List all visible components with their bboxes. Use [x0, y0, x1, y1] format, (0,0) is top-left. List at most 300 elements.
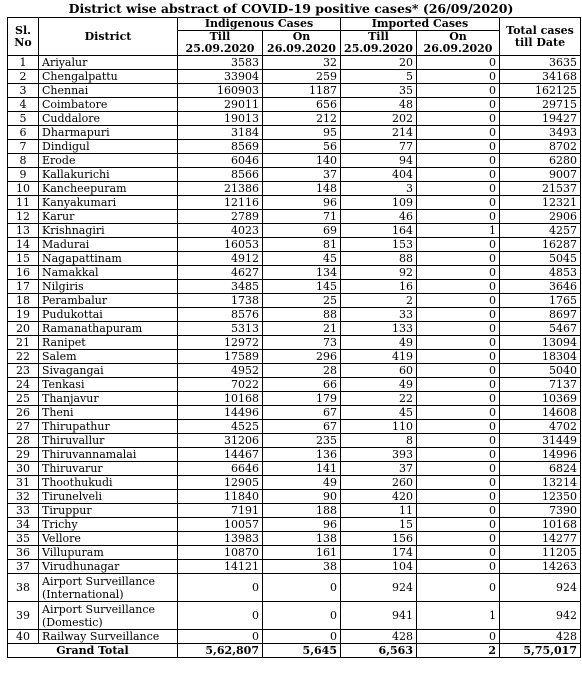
- indigenous-till-cell: 7191: [178, 504, 263, 518]
- imported-till-cell: 393: [341, 448, 417, 462]
- district-cell: Thirupathur: [39, 420, 178, 434]
- indigenous-till-cell: 33904: [178, 70, 263, 84]
- table-row: [8, 294, 581, 308]
- indigenous-till-cell: 160903: [178, 84, 263, 98]
- indigenous-on-cell: 148: [263, 182, 341, 196]
- indigenous-on-cell: 136: [263, 448, 341, 462]
- imported-till-cell: 22: [341, 392, 417, 406]
- total-cases-cell: 12321: [500, 196, 581, 210]
- district-cell: Chengalpattu: [39, 70, 178, 84]
- imported-on-cell: 0: [417, 294, 500, 308]
- sl-no-cell: 33: [8, 504, 39, 518]
- indigenous-on-cell: 95: [263, 126, 341, 140]
- indigenous-on-cell: 212: [263, 112, 341, 126]
- table-row: [8, 420, 581, 434]
- table-row: [8, 336, 581, 350]
- sl-no-cell: 9: [8, 168, 39, 182]
- table-row: [8, 462, 581, 476]
- indigenous-on-cell: 25: [263, 294, 341, 308]
- total-cases-cell: 34168: [500, 70, 581, 84]
- indigenous-on-cell: 71: [263, 210, 341, 224]
- imported-on-cell: 0: [417, 392, 500, 406]
- imported-on-cell: 0: [417, 280, 500, 294]
- table-row: [8, 448, 581, 462]
- imported-on-cell: 0: [417, 266, 500, 280]
- total-cases-cell: 1765: [500, 294, 581, 308]
- imported-till-cell: 3: [341, 182, 417, 196]
- imported-till-cell: 214: [341, 126, 417, 140]
- table-row: [8, 266, 581, 280]
- district-cell: Tiruppur: [39, 504, 178, 518]
- header-total-cases: Total cases till Date: [500, 18, 581, 56]
- indigenous-on-cell: 0: [263, 630, 341, 644]
- table-row: [8, 560, 581, 574]
- district-cell: Thiruvarur: [39, 462, 178, 476]
- sl-no-cell: 1: [8, 56, 39, 70]
- total-cases-cell: 3493: [500, 126, 581, 140]
- total-cases-cell: 942: [500, 602, 581, 630]
- district-cell: Kallakurichi: [39, 168, 178, 182]
- total-cases-cell: 10369: [500, 392, 581, 406]
- header-indigenous-cases: Indigenous Cases: [178, 18, 341, 31]
- district-cell: Karur: [39, 210, 178, 224]
- district-cell: Trichy: [39, 518, 178, 532]
- table-row: [8, 98, 581, 112]
- table-row: [8, 84, 581, 98]
- header-indigenous-till: Till 25.09.2020: [178, 31, 263, 56]
- imported-till-cell: 202: [341, 112, 417, 126]
- district-cell: Dindigul: [39, 140, 178, 154]
- sl-no-cell: 37: [8, 560, 39, 574]
- sl-no-cell: 27: [8, 420, 39, 434]
- sl-no-cell: 34: [8, 518, 39, 532]
- imported-till-cell: 60: [341, 364, 417, 378]
- grand-total-label: Grand Total: [8, 644, 178, 658]
- imported-on-cell: 0: [417, 574, 500, 602]
- sl-no-cell: 12: [8, 210, 39, 224]
- grand-total-cases: 5,75,017: [500, 644, 581, 658]
- table-row: [8, 546, 581, 560]
- total-cases-cell: 3646: [500, 280, 581, 294]
- total-cases-cell: 10168: [500, 518, 581, 532]
- indigenous-till-cell: 19013: [178, 112, 263, 126]
- district-cell: Ariyalur: [39, 56, 178, 70]
- imported-on-cell: 0: [417, 126, 500, 140]
- total-cases-cell: 13094: [500, 336, 581, 350]
- imported-till-cell: 88: [341, 252, 417, 266]
- indigenous-till-cell: 29011: [178, 98, 263, 112]
- imported-till-cell: 46: [341, 210, 417, 224]
- indigenous-till-cell: 14121: [178, 560, 263, 574]
- indigenous-on-cell: 1187: [263, 84, 341, 98]
- sl-no-cell: 23: [8, 364, 39, 378]
- sl-no-cell: 8: [8, 154, 39, 168]
- indigenous-on-cell: 0: [263, 574, 341, 602]
- district-cell: Airport Surveillance (International): [39, 574, 178, 602]
- header-indigenous-on: On 26.09.2020: [263, 31, 341, 56]
- indigenous-on-cell: 656: [263, 98, 341, 112]
- table-row: [8, 322, 581, 336]
- table-row: [8, 602, 581, 630]
- indigenous-till-cell: 8566: [178, 168, 263, 182]
- sl-no-cell: 35: [8, 532, 39, 546]
- sl-no-cell: 10: [8, 182, 39, 196]
- indigenous-till-cell: 16053: [178, 238, 263, 252]
- table-row: [8, 532, 581, 546]
- imported-on-cell: 0: [417, 308, 500, 322]
- indigenous-till-cell: 0: [178, 602, 263, 630]
- total-cases-cell: 9007: [500, 168, 581, 182]
- sl-no-cell: 14: [8, 238, 39, 252]
- indigenous-till-cell: 4627: [178, 266, 263, 280]
- table-row: [8, 140, 581, 154]
- table-body: [8, 56, 581, 644]
- district-cell: Pudukottai: [39, 308, 178, 322]
- imported-on-cell: 0: [417, 434, 500, 448]
- header-district: District: [39, 18, 178, 56]
- indigenous-on-cell: 67: [263, 406, 341, 420]
- district-cell: Railway Surveillance: [39, 630, 178, 644]
- total-cases-cell: 428: [500, 630, 581, 644]
- indigenous-till-cell: 2789: [178, 210, 263, 224]
- sl-no-cell: 4: [8, 98, 39, 112]
- header-imported-on: On 26.09.2020: [417, 31, 500, 56]
- indigenous-till-cell: 3184: [178, 126, 263, 140]
- sl-no-cell: 38: [8, 574, 39, 602]
- total-cases-cell: 8697: [500, 308, 581, 322]
- sl-no-cell: 17: [8, 280, 39, 294]
- total-cases-cell: 5467: [500, 322, 581, 336]
- sl-no-cell: 20: [8, 322, 39, 336]
- imported-on-cell: 0: [417, 560, 500, 574]
- total-cases-cell: 14263: [500, 560, 581, 574]
- indigenous-on-cell: 88: [263, 308, 341, 322]
- total-cases-cell: 2906: [500, 210, 581, 224]
- imported-till-cell: 11: [341, 504, 417, 518]
- imported-till-cell: 941: [341, 602, 417, 630]
- sl-no-cell: 25: [8, 392, 39, 406]
- sl-no-cell: 40: [8, 630, 39, 644]
- imported-on-cell: 0: [417, 448, 500, 462]
- table-row: [8, 182, 581, 196]
- total-cases-cell: 924: [500, 574, 581, 602]
- indigenous-on-cell: 188: [263, 504, 341, 518]
- table-row: [8, 224, 581, 238]
- sl-no-cell: 31: [8, 476, 39, 490]
- sl-no-cell: 19: [8, 308, 39, 322]
- indigenous-on-cell: 28: [263, 364, 341, 378]
- table-row: [8, 406, 581, 420]
- table-row: [8, 112, 581, 126]
- district-cell: Virudhunagar: [39, 560, 178, 574]
- total-cases-cell: 6280: [500, 154, 581, 168]
- table-row: [8, 574, 581, 602]
- total-cases-cell: 8702: [500, 140, 581, 154]
- imported-till-cell: 49: [341, 378, 417, 392]
- header-imported-till: Till 25.09.2020: [341, 31, 417, 56]
- district-cell: Tenkasi: [39, 378, 178, 392]
- sl-no-cell: 15: [8, 252, 39, 266]
- imported-on-cell: 0: [417, 420, 500, 434]
- table-row: [8, 504, 581, 518]
- indigenous-till-cell: 4912: [178, 252, 263, 266]
- imported-till-cell: 49: [341, 336, 417, 350]
- indigenous-till-cell: 10870: [178, 546, 263, 560]
- table-title: District wise abstract of COVID-19 positive cases* (26/09/2020): [68, 1, 514, 16]
- table-row: [8, 168, 581, 182]
- imported-on-cell: 0: [417, 378, 500, 392]
- sl-no-cell: 18: [8, 294, 39, 308]
- table-row: [8, 378, 581, 392]
- total-cases-cell: 5040: [500, 364, 581, 378]
- district-cell: Thiruvallur: [39, 434, 178, 448]
- imported-on-cell: 0: [417, 518, 500, 532]
- indigenous-on-cell: 259: [263, 70, 341, 84]
- grand-total-row: [8, 644, 581, 658]
- indigenous-till-cell: 3485: [178, 280, 263, 294]
- indigenous-on-cell: 140: [263, 154, 341, 168]
- imported-on-cell: 0: [417, 630, 500, 644]
- total-cases-cell: 13214: [500, 476, 581, 490]
- total-cases-cell: 16287: [500, 238, 581, 252]
- imported-till-cell: 5: [341, 70, 417, 84]
- sl-no-cell: 2: [8, 70, 39, 84]
- imported-till-cell: 37: [341, 462, 417, 476]
- indigenous-on-cell: 37: [263, 168, 341, 182]
- indigenous-on-cell: 90: [263, 490, 341, 504]
- imported-on-cell: 0: [417, 532, 500, 546]
- sl-no-cell: 30: [8, 462, 39, 476]
- grand-total-imported-on: 2: [417, 644, 500, 658]
- imported-till-cell: 260: [341, 476, 417, 490]
- district-cell: Theni: [39, 406, 178, 420]
- imported-on-cell: 0: [417, 168, 500, 182]
- total-cases-cell: 18304: [500, 350, 581, 364]
- imported-on-cell: 0: [417, 504, 500, 518]
- indigenous-on-cell: 45: [263, 252, 341, 266]
- total-cases-cell: 3635: [500, 56, 581, 70]
- indigenous-till-cell: 12116: [178, 196, 263, 210]
- indigenous-on-cell: 96: [263, 518, 341, 532]
- indigenous-till-cell: 0: [178, 630, 263, 644]
- indigenous-on-cell: 69: [263, 224, 341, 238]
- district-cell: Kanyakumari: [39, 196, 178, 210]
- imported-on-cell: 0: [417, 406, 500, 420]
- indigenous-on-cell: 145: [263, 280, 341, 294]
- table-row: [8, 70, 581, 84]
- imported-till-cell: 156: [341, 532, 417, 546]
- imported-on-cell: 0: [417, 476, 500, 490]
- imported-on-cell: 0: [417, 462, 500, 476]
- imported-on-cell: 1: [417, 224, 500, 238]
- indigenous-till-cell: 8569: [178, 140, 263, 154]
- total-cases-cell: 21537: [500, 182, 581, 196]
- total-cases-cell: 7137: [500, 378, 581, 392]
- indigenous-on-cell: 67: [263, 420, 341, 434]
- imported-till-cell: 924: [341, 574, 417, 602]
- total-cases-cell: 4853: [500, 266, 581, 280]
- grand-total-imported-till: 6,563: [341, 644, 417, 658]
- total-cases-cell: 12350: [500, 490, 581, 504]
- district-cell: Krishnagiri: [39, 224, 178, 238]
- imported-on-cell: 0: [417, 336, 500, 350]
- imported-till-cell: 104: [341, 560, 417, 574]
- district-cell: Cuddalore: [39, 112, 178, 126]
- district-cell: Airport Surveillance (Domestic): [39, 602, 178, 630]
- imported-on-cell: 0: [417, 154, 500, 168]
- district-cell: Ranipet: [39, 336, 178, 350]
- imported-on-cell: 0: [417, 56, 500, 70]
- table-row: [8, 252, 581, 266]
- indigenous-till-cell: 6046: [178, 154, 263, 168]
- district-cell: Tirunelveli: [39, 490, 178, 504]
- imported-on-cell: 0: [417, 112, 500, 126]
- imported-on-cell: 1: [417, 602, 500, 630]
- total-cases-cell: 14277: [500, 532, 581, 546]
- indigenous-on-cell: 81: [263, 238, 341, 252]
- imported-till-cell: 35: [341, 84, 417, 98]
- imported-on-cell: 0: [417, 140, 500, 154]
- indigenous-till-cell: 7022: [178, 378, 263, 392]
- total-cases-cell: 4257: [500, 224, 581, 238]
- indigenous-till-cell: 10057: [178, 518, 263, 532]
- district-cell: Thanjavur: [39, 392, 178, 406]
- table-row: [8, 126, 581, 140]
- table-row: [8, 490, 581, 504]
- table-row: [8, 196, 581, 210]
- table-row: [8, 630, 581, 644]
- indigenous-till-cell: 12905: [178, 476, 263, 490]
- indigenous-on-cell: 0: [263, 602, 341, 630]
- indigenous-till-cell: 8576: [178, 308, 263, 322]
- table-row: [8, 280, 581, 294]
- table-row: [8, 476, 581, 490]
- indigenous-till-cell: 31206: [178, 434, 263, 448]
- indigenous-till-cell: 1738: [178, 294, 263, 308]
- header-sl-no: Sl. No: [8, 18, 39, 56]
- sl-no-cell: 6: [8, 126, 39, 140]
- imported-till-cell: 109: [341, 196, 417, 210]
- sl-no-cell: 7: [8, 140, 39, 154]
- imported-on-cell: 0: [417, 238, 500, 252]
- indigenous-on-cell: 66: [263, 378, 341, 392]
- imported-till-cell: 15: [341, 518, 417, 532]
- district-cell: Namakkal: [39, 266, 178, 280]
- imported-till-cell: 419: [341, 350, 417, 364]
- imported-on-cell: 0: [417, 210, 500, 224]
- total-cases-cell: 6824: [500, 462, 581, 476]
- indigenous-on-cell: 141: [263, 462, 341, 476]
- imported-till-cell: 110: [341, 420, 417, 434]
- total-cases-cell: 14996: [500, 448, 581, 462]
- indigenous-on-cell: 56: [263, 140, 341, 154]
- sl-no-cell: 24: [8, 378, 39, 392]
- imported-till-cell: 420: [341, 490, 417, 504]
- district-cell: Nagapattinam: [39, 252, 178, 266]
- sl-no-cell: 32: [8, 490, 39, 504]
- indigenous-on-cell: 21: [263, 322, 341, 336]
- indigenous-on-cell: 134: [263, 266, 341, 280]
- sl-no-cell: 13: [8, 224, 39, 238]
- sl-no-cell: 5: [8, 112, 39, 126]
- indigenous-on-cell: 138: [263, 532, 341, 546]
- district-cell: Thoothukudi: [39, 476, 178, 490]
- total-cases-cell: 14608: [500, 406, 581, 420]
- district-cell: Erode: [39, 154, 178, 168]
- total-cases-cell: 29715: [500, 98, 581, 112]
- indigenous-till-cell: 17589: [178, 350, 263, 364]
- indigenous-on-cell: 38: [263, 560, 341, 574]
- indigenous-till-cell: 4952: [178, 364, 263, 378]
- indigenous-till-cell: 13983: [178, 532, 263, 546]
- indigenous-on-cell: 73: [263, 336, 341, 350]
- district-cell: Coimbatore: [39, 98, 178, 112]
- indigenous-till-cell: 14467: [178, 448, 263, 462]
- sl-no-cell: 36: [8, 546, 39, 560]
- sl-no-cell: 21: [8, 336, 39, 350]
- imported-on-cell: 0: [417, 182, 500, 196]
- sl-no-cell: 39: [8, 602, 39, 630]
- district-cell: Perambalur: [39, 294, 178, 308]
- total-cases-cell: 4702: [500, 420, 581, 434]
- sl-no-cell: 16: [8, 266, 39, 280]
- indigenous-till-cell: 14496: [178, 406, 263, 420]
- imported-on-cell: 0: [417, 98, 500, 112]
- imported-till-cell: 20: [341, 56, 417, 70]
- table-row: [8, 518, 581, 532]
- table-header: [8, 18, 581, 56]
- indigenous-on-cell: 49: [263, 476, 341, 490]
- table-row: [8, 308, 581, 322]
- district-cell: Madurai: [39, 238, 178, 252]
- imported-till-cell: 16: [341, 280, 417, 294]
- imported-on-cell: 0: [417, 84, 500, 98]
- imported-till-cell: 164: [341, 224, 417, 238]
- district-cell: Thiruvannamalai: [39, 448, 178, 462]
- total-cases-cell: 162125: [500, 84, 581, 98]
- indigenous-till-cell: 4023: [178, 224, 263, 238]
- total-cases-cell: 19427: [500, 112, 581, 126]
- sl-no-cell: 26: [8, 406, 39, 420]
- table-row: [8, 238, 581, 252]
- indigenous-till-cell: 21386: [178, 182, 263, 196]
- district-cell: Nilgiris: [39, 280, 178, 294]
- imported-on-cell: 0: [417, 322, 500, 336]
- imported-till-cell: 428: [341, 630, 417, 644]
- indigenous-till-cell: 11840: [178, 490, 263, 504]
- district-cell: Kancheepuram: [39, 182, 178, 196]
- total-cases-cell: 7390: [500, 504, 581, 518]
- imported-till-cell: 153: [341, 238, 417, 252]
- indigenous-on-cell: 296: [263, 350, 341, 364]
- grand-total-indigenous-till: 5,62,807: [178, 644, 263, 658]
- grand-total-indigenous-on: 5,645: [263, 644, 341, 658]
- sl-no-cell: 11: [8, 196, 39, 210]
- imported-till-cell: 8: [341, 434, 417, 448]
- imported-on-cell: 0: [417, 546, 500, 560]
- total-cases-cell: 31449: [500, 434, 581, 448]
- imported-till-cell: 33: [341, 308, 417, 322]
- imported-on-cell: 0: [417, 364, 500, 378]
- imported-till-cell: 133: [341, 322, 417, 336]
- sl-no-cell: 29: [8, 448, 39, 462]
- imported-till-cell: 94: [341, 154, 417, 168]
- table-row: [8, 350, 581, 364]
- sl-no-cell: 22: [8, 350, 39, 364]
- covid-abstract-table: [7, 17, 581, 658]
- sl-no-cell: 28: [8, 434, 39, 448]
- imported-till-cell: 45: [341, 406, 417, 420]
